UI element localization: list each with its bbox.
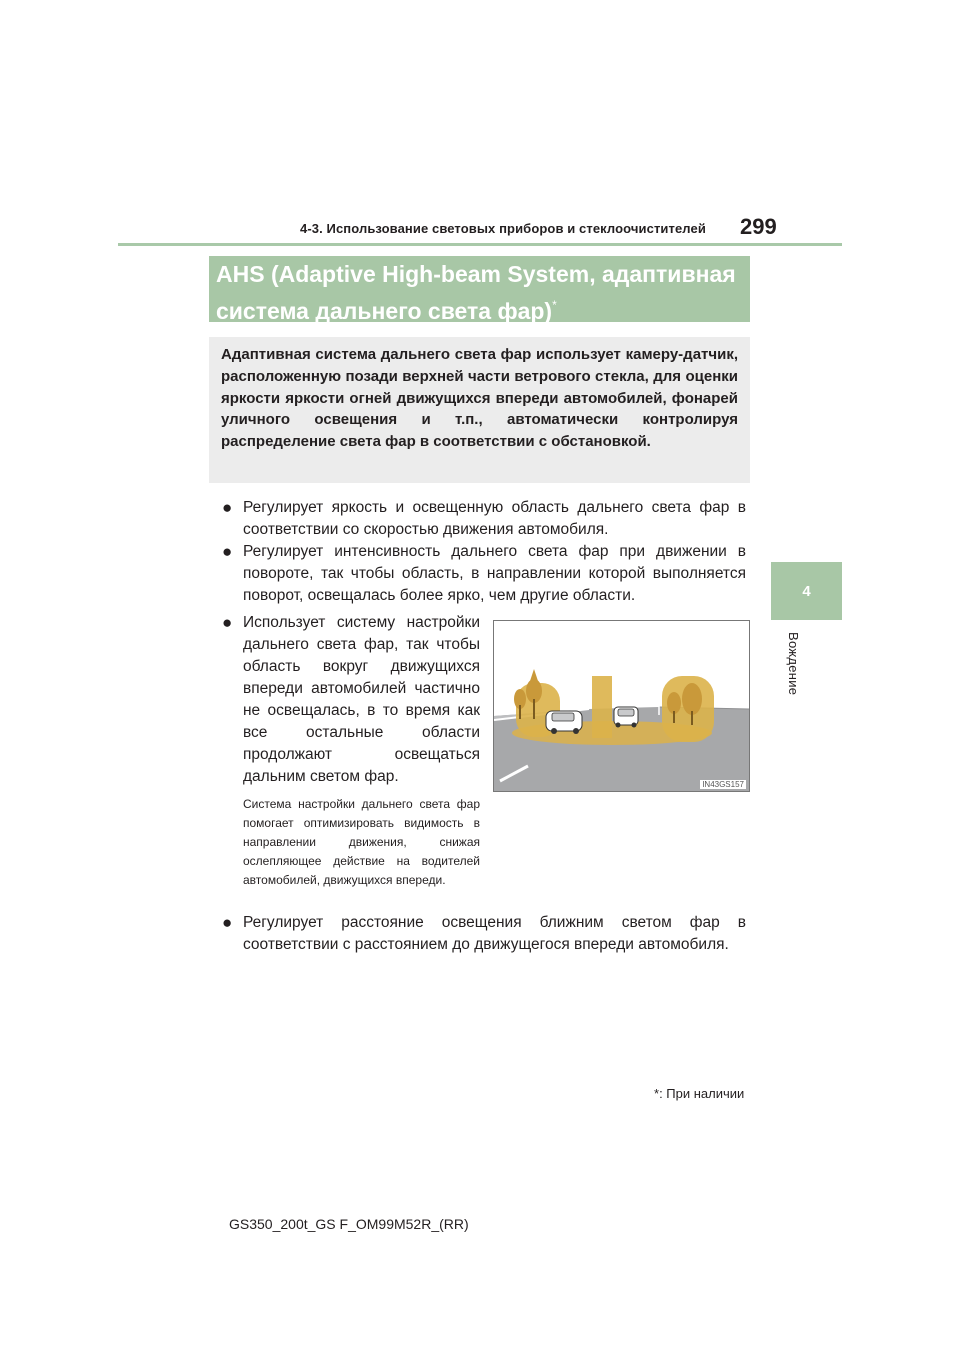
chapter-number: 4	[802, 582, 811, 600]
bullet-text: Регулирует расстояние освещения ближним светом фар в соответствии с расстоянием до движущегося впереди автомобиля.	[243, 914, 746, 953]
chapter-tab	[771, 562, 842, 620]
bullet-marker: ●	[222, 542, 233, 561]
bullet-marker: ●	[222, 613, 233, 632]
list-item	[222, 497, 746, 541]
note-text: Система настройки дальнего света фар помогает оптимизировать видимость в направлении движения, снижая ослепляющее действие на водителей автомобилей, движущихся впереди.	[243, 797, 480, 887]
bullet-text: Регулирует интенсивность дальнего света фар при движении в повороте, так чтобы область, в направлении которой выполняется поворот, освещалась более ярко, чем другие области.	[243, 543, 746, 604]
chapter-label: Вождение	[786, 632, 801, 696]
header-divider	[118, 243, 842, 246]
ahs-illustration	[493, 620, 750, 792]
bullet-text: Использует систему настройки дальнего света фар, так чтобы область вокруг движущихся впереди автомобилей частично не освещалась, в то время как все остальные области продолжают освещаться дальним светом фар.	[243, 614, 480, 785]
page-number: 299	[740, 214, 777, 239]
intro-text: Адаптивная система дальнего света фар использует камеру-датчик, расположенную позади верхней части ветрового стекла, для оценки яркости яркости огней движущихся впереди автомобилей, фонарей уличного освещения и т.п., автоматически контролируя распределение света фар в соответствии с обстановкой.	[209, 337, 750, 483]
footnote	[654, 1086, 744, 1101]
list-item	[222, 612, 480, 788]
figure-code: IN43GS157	[702, 780, 744, 789]
bullet-text: Регулирует яркость и освещенную область дальнего света фар в соответствии со скоростью движения автомобиля.	[243, 499, 746, 538]
ahs-illustration-graphic	[494, 621, 749, 791]
footer-document-code: GS350_200t_GS F_OM99M52R_(RR)	[229, 1216, 469, 1232]
section-heading-mark: *	[552, 298, 557, 312]
chapter-header-title: 4-3. Использование световых приборов и стеклоочистителей	[300, 221, 706, 236]
list-item	[222, 912, 746, 956]
footnote-mark: *	[654, 1086, 660, 1101]
list-item	[222, 541, 746, 607]
footnote-text: : При наличии	[659, 1086, 745, 1101]
bullet-marker: ●	[222, 498, 233, 517]
bullet-marker: ●	[222, 913, 233, 932]
section-heading-line1: AHS (Adaptive High-beam System, адаптивная	[216, 261, 736, 287]
section-heading	[209, 256, 750, 322]
section-heading-line2: система дальнего света фар)	[216, 298, 553, 324]
